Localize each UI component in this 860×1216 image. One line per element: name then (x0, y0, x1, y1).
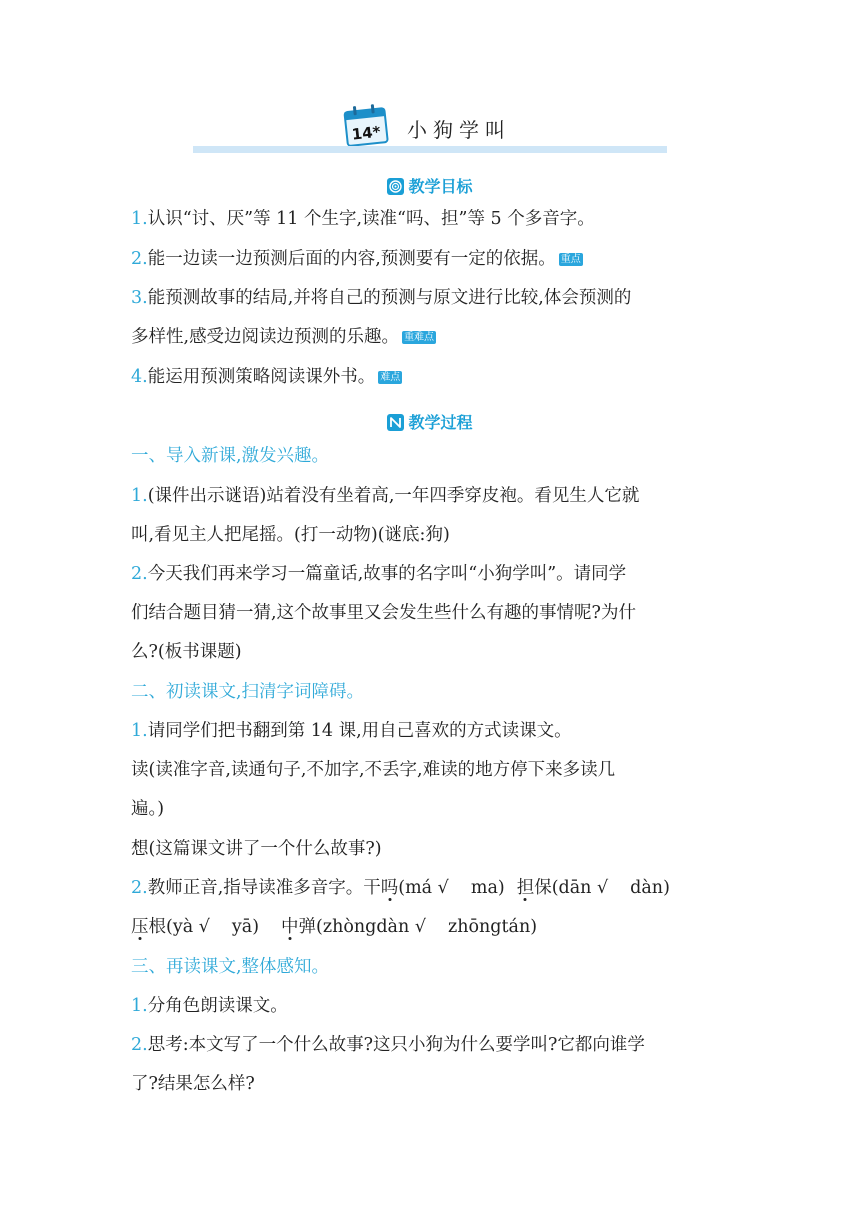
key-point-badge: 重点 (560, 254, 581, 265)
goal-item (131, 207, 751, 231)
dotted-char: 压 (131, 917, 149, 937)
item-text: 们结合题目猜一猜,这个故事里又会发生些什么有趣的事情呢?为什 (131, 603, 636, 623)
item-text: 请同学们把书翻到第 14 课,用自己喜欢的方式读课文。 (147, 721, 572, 741)
reading-alt: zhōngtán) (447, 917, 538, 937)
process-heading-text: 教学过程 (408, 413, 473, 432)
item-text: 遍。) (131, 799, 165, 819)
difficult-badge: 难点 (380, 372, 401, 383)
process-item-continued (131, 1072, 751, 1096)
item-text: (课件出示谜语)站着没有坐着高,一年四季穿皮袍。看见生人它就 (147, 486, 640, 506)
dotted-char: 吗 (380, 878, 399, 898)
reading: (yà √ (166, 917, 210, 937)
polyphone-word (517, 878, 552, 898)
goal-number: 1. (131, 209, 148, 229)
item-number: 1. (131, 721, 148, 741)
char: 根 (148, 917, 166, 937)
item-text: 想(这篇课文讲了一个什么故事?) (131, 839, 382, 859)
item-text: 教师正音,指导读准多音字。 (147, 878, 364, 898)
process-item-continued (131, 601, 751, 625)
lesson-header (193, 100, 667, 156)
goal-item-continued (131, 325, 751, 349)
polyphone-word (131, 917, 166, 937)
step-heading-text: 二、初读课文,扫清字词障碍。 (131, 682, 365, 702)
calendar-icon (343, 104, 391, 148)
item-text: 读(读准字音,读通句子,不加字,不丢字,难读的地方停下来多读几 (131, 760, 616, 780)
step-heading (131, 444, 751, 468)
item-number: 2. (131, 1035, 148, 1055)
polyphone-word (363, 878, 398, 898)
item-number: 2. (131, 564, 148, 584)
item-text: 分角色朗读课文。 (147, 996, 288, 1016)
goal-item (131, 247, 751, 271)
process-item-continued (131, 523, 751, 547)
goal-text: 能运用预测策略阅读课外书。 (147, 367, 376, 387)
char: 弹 (298, 917, 317, 937)
reading-alt: ma) (470, 878, 505, 898)
process-item (131, 1033, 751, 1057)
step-heading (131, 955, 751, 979)
item-text: 么?(板书课题) (131, 642, 242, 662)
process-item (131, 484, 751, 508)
dotted-char: 中 (281, 917, 299, 937)
goal-text: 多样性,感受边阅读边预测的乐趣。 (131, 327, 400, 347)
char: 保 (534, 878, 552, 898)
key-difficult-badge: 重难点 (404, 332, 435, 343)
goal-item (131, 286, 751, 310)
dotted-char: 担 (516, 878, 535, 898)
reading: (zhòngdàn √ (316, 917, 426, 937)
process-item-continued (131, 797, 751, 821)
target-icon (387, 178, 404, 195)
reading: (dān √ (551, 878, 609, 898)
item-text: 叫,看见主人把尾摇。(打一动物)(谜底:狗) (131, 525, 450, 545)
goal-number: 4. (131, 367, 148, 387)
polyphone-word (281, 917, 316, 937)
goal-text: 能预测故事的结局,并将自己的预测与原文进行比较,体会预测的 (147, 288, 632, 308)
process-item-continued (131, 837, 751, 861)
reading-alt: yā) (231, 917, 260, 937)
lesson-number: 14* (350, 122, 382, 144)
process-item-continued (131, 758, 751, 782)
goal-item (131, 365, 751, 389)
char: 干 (363, 878, 381, 898)
step-heading-text: 三、再读课文,整体感知。 (131, 957, 330, 977)
process-item (131, 994, 751, 1018)
item-text: 思考:本文写了一个什么故事?这只小狗为什么要学叫?它都向谁学 (147, 1035, 645, 1055)
lesson-title: 小狗学叫 (407, 118, 511, 142)
item-text: 今天我们再来学习一篇童话,故事的名字叫“小狗学叫”。请同学 (147, 564, 627, 584)
process-item-continued (131, 915, 751, 939)
process-icon (387, 414, 404, 431)
process-item (131, 562, 751, 586)
goal-number: 2. (131, 249, 148, 269)
item-number: 1. (131, 996, 148, 1016)
step-heading-text: 一、导入新课,激发兴趣。 (131, 446, 330, 466)
reading: (má √ (398, 878, 449, 898)
goals-heading-text: 教学目标 (408, 177, 473, 196)
process-item (131, 876, 751, 900)
item-number: 2. (131, 878, 148, 898)
item-text: 了?结果怎么样? (131, 1074, 255, 1094)
goals-heading (0, 174, 860, 197)
item-number: 1. (131, 486, 148, 506)
goal-text: 认识“讨、厌”等 11 个生字,读准“吗、担”等 5 个多音字。 (147, 209, 595, 229)
goal-number: 3. (131, 288, 148, 308)
reading-alt: dàn) (630, 878, 670, 898)
process-item-continued (131, 640, 751, 664)
goal-text: 能一边读一边预测后面的内容,预测要有一定的依据。 (147, 249, 556, 269)
step-heading (131, 680, 751, 704)
process-item (131, 719, 751, 743)
process-heading (0, 410, 860, 433)
title-underline (193, 146, 667, 153)
